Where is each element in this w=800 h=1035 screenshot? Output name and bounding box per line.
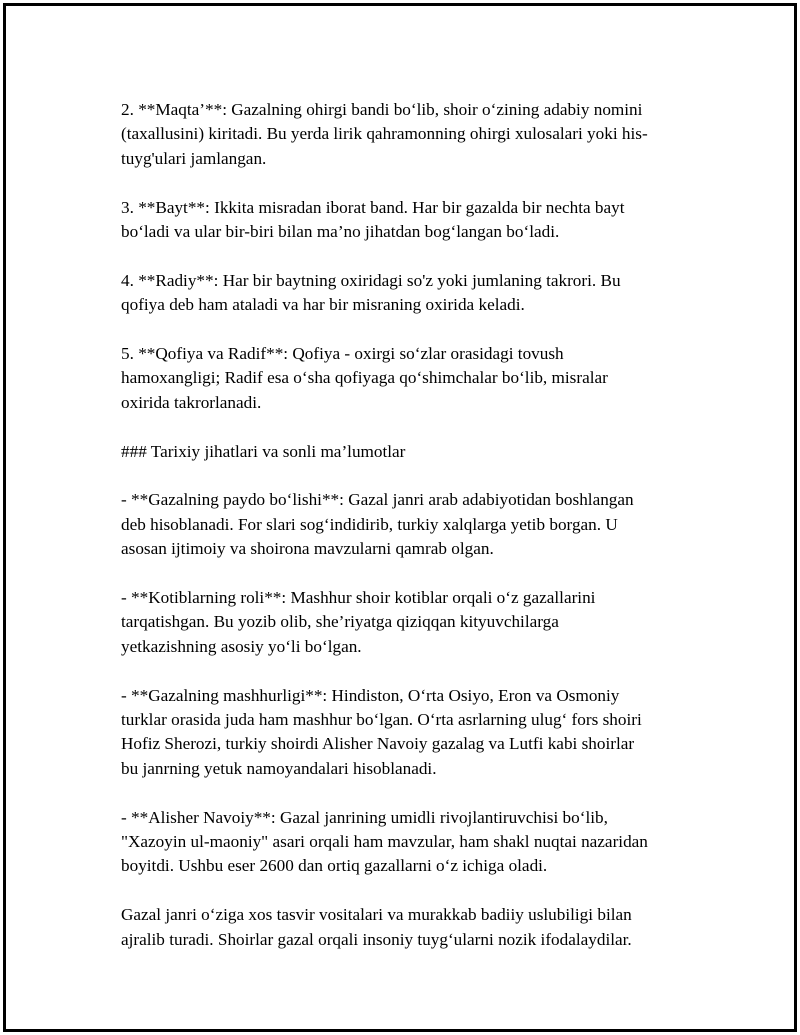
bullet-alisher-navoiy: - **Alisher Navoiy**: Gazal janrining umidli rivojlantiruvchisi bo‘lib, "Xazoyin ul-maoniy" asari orqali ham mavzular, ham shakl nuqtai nazaridan boyitdi. Ushbu eser 2600 dan ortiq gazallarni o‘z ichiga oladi. [121, 807, 648, 876]
paragraph-radiy: 4. **Radiy**: Har bir baytning oxiridagi so'z yoki jumlaning takrori. Bu qofiya deb ham ataladi va har bir misraning oxirida keladi. [121, 270, 621, 315]
section-heading-history: ### Tarixiy jihatlari va sonli ma’lumotlar [121, 441, 406, 461]
bullet-kotiblar-roli: - **Kotiblarning roli**: Mashhur shoir kotiblar orqali o‘z gazallarini tarqatishgan. Bu yozib olib, she’riyatga qiziqqan kityuvchilarga yetkazishning asosiy yo‘li bo‘lgan. [121, 588, 596, 656]
paragraph-bayt: 3. **Bayt**: Ikkita misradan iborat band. Har bir gazalda bir nechta bayt bo‘ladi va ular bir-biri bilan ma’no jihatdan bog‘langan bo‘ladi. [121, 197, 625, 242]
paragraph-qofiya-radif: 5. **Qofiya va Radif**: Qofiya - oxirgi so‘zlar orasidagi tovush hamoxangligi; Radif esa o‘sha qofiyaga qo‘shimchalar bo‘lib, misralar oxirida takrorlanadi. [121, 344, 608, 412]
document-body [121, 98, 706, 952]
page-frame [3, 3, 797, 1032]
paragraph-conclusion: Gazal janri o‘ziga xos tasvir vositalari va murakkab badiiy uslubiligi bilan ajralib turadi. Shoirlar gazal orqali insoniy tuyg‘ularni nozik ifodalaydilar. [121, 905, 632, 949]
paragraph-maqta: 2. **Maqta’**: Gazalning ohirgi bandi bo‘lib, shoir o‘zining adabiy nomini (taxallusini) kiritadi. Bu yerda lirik qahramonning ohirgi xulosalari yoki his- tuyg'ulari jamlangan. [121, 100, 648, 168]
bullet-mashhurligi: - **Gazalning mashhurligi**: Hindiston, O‘rta Osiyo, Eron va Osmoniy turklar orasida juda ham mashhur bo‘lgan. O‘rta asrlarning ulug‘ fors shoiri Hofiz Sherozi, turkiy shoirdi Alisher Navoiy gazalag va Lutfi kabi shoirlar bu janrning yetuk namoyandalari hisoblanadi. [121, 685, 642, 778]
bullet-paydo-bolishi: - **Gazalning paydo bo‘lishi**: Gazal janri arab adabiyotidan boshlangan deb hisoblanadi. For slari sog‘indidirib, turkiy xalqlarga yetib borgan. U asosan ijtimoiy va shoirona mavzularni qamrab olgan. [121, 490, 634, 559]
